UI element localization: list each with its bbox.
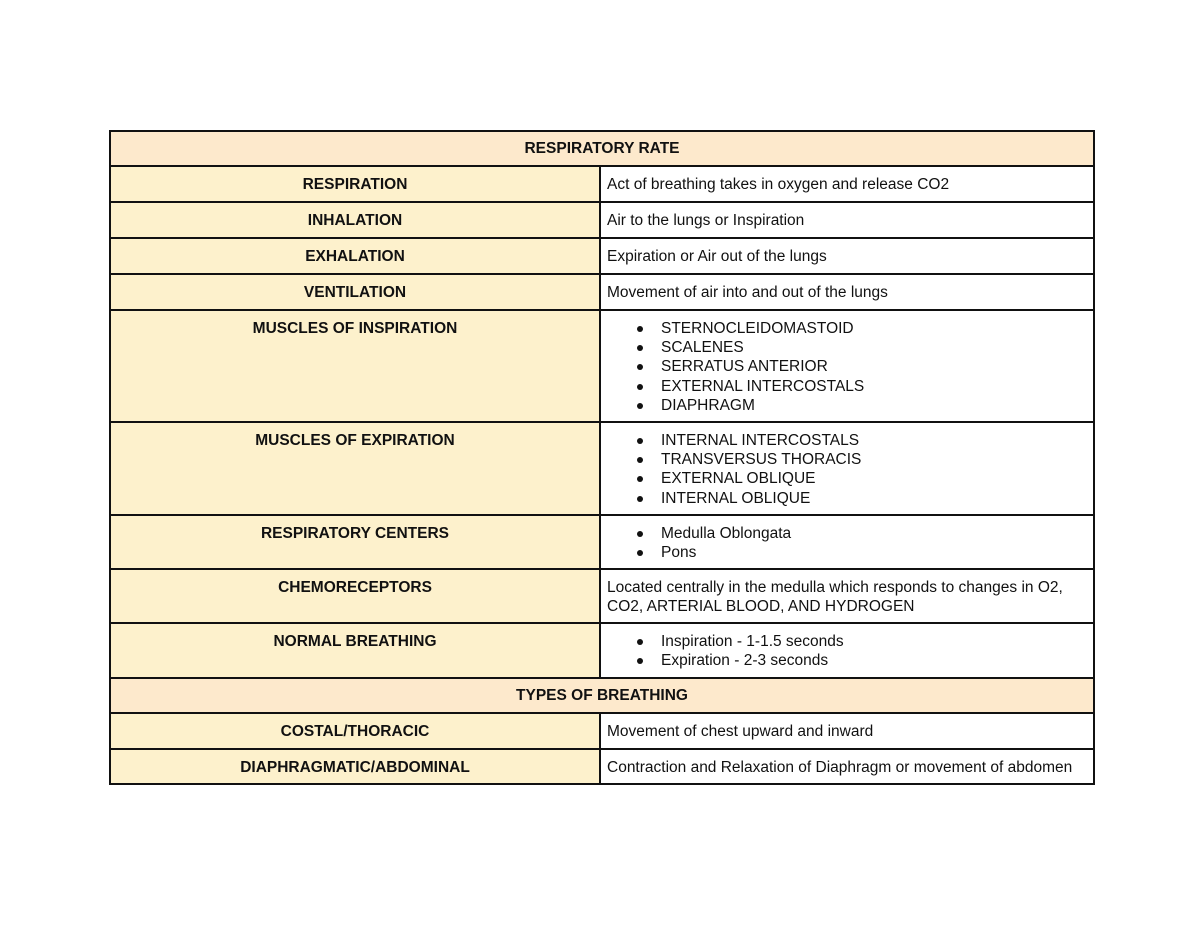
term-cell: MUSCLES OF INSPIRATION <box>110 310 600 422</box>
list-item: INTERNAL OBLIQUE <box>661 489 1083 508</box>
bullet-list <box>607 632 1083 670</box>
section-header-types-of-breathing: TYPES OF BREATHING <box>110 678 1094 713</box>
definition-cell: Located centrally in the medulla which responds to changes in O2, CO2, ARTERIAL BLOOD, AND HYDROGEN <box>600 569 1094 623</box>
list-item: EXTERNAL INTERCOSTALS <box>661 377 1083 396</box>
definition-cell <box>600 515 1094 569</box>
table-row <box>110 238 1094 274</box>
list-item: STERNOCLEIDOMASTOID <box>661 319 1083 338</box>
term-cell: RESPIRATORY CENTERS <box>110 515 600 569</box>
list-item: TRANSVERSUS THORACIS <box>661 450 1083 469</box>
term-cell: VENTILATION <box>110 274 600 310</box>
bullet-list <box>607 319 1083 415</box>
definition-cell <box>600 422 1094 515</box>
list-item: INTERNAL INTERCOSTALS <box>661 431 1083 450</box>
list-item: SERRATUS ANTERIOR <box>661 357 1083 376</box>
section-header-row <box>110 678 1094 713</box>
definition-cell <box>600 310 1094 422</box>
list-item: Medulla Oblongata <box>661 524 1083 543</box>
list-item: Inspiration - 1-1.5 seconds <box>661 632 1083 651</box>
definition-cell: Air to the lungs or Inspiration <box>600 202 1094 238</box>
table-row <box>110 166 1094 202</box>
term-cell: INHALATION <box>110 202 600 238</box>
table-row <box>110 623 1094 677</box>
bullet-list <box>607 431 1083 508</box>
term-cell: COSTAL/THORACIC <box>110 713 600 749</box>
respiratory-table <box>109 130 1095 785</box>
table-row <box>110 274 1094 310</box>
term-cell: RESPIRATION <box>110 166 600 202</box>
term-cell: MUSCLES OF EXPIRATION <box>110 422 600 515</box>
list-item: Pons <box>661 543 1083 562</box>
definition-cell: Contraction and Relaxation of Diaphragm or movement of abdomen <box>600 749 1094 784</box>
term-cell: DIAPHRAGMATIC/ABDOMINAL <box>110 749 600 784</box>
table-row <box>110 713 1094 749</box>
definition-cell: Expiration or Air out of the lungs <box>600 238 1094 274</box>
table-row <box>110 515 1094 569</box>
definition-cell: Act of breathing takes in oxygen and release CO2 <box>600 166 1094 202</box>
table-row <box>110 422 1094 515</box>
table-row <box>110 749 1094 784</box>
definition-cell: Movement of air into and out of the lungs <box>600 274 1094 310</box>
section-header-row <box>110 131 1094 166</box>
term-cell: NORMAL BREATHING <box>110 623 600 677</box>
list-item: DIAPHRAGM <box>661 396 1083 415</box>
definition-cell: Movement of chest upward and inward <box>600 713 1094 749</box>
table-row <box>110 310 1094 422</box>
definition-cell <box>600 623 1094 677</box>
bullet-list <box>607 524 1083 562</box>
term-cell: EXHALATION <box>110 238 600 274</box>
list-item: SCALENES <box>661 338 1083 357</box>
table-row <box>110 202 1094 238</box>
list-item: EXTERNAL OBLIQUE <box>661 469 1083 488</box>
table-row <box>110 569 1094 623</box>
section-header-respiratory-rate: RESPIRATORY RATE <box>110 131 1094 166</box>
term-cell: CHEMORECEPTORS <box>110 569 600 623</box>
list-item: Expiration - 2-3 seconds <box>661 651 1083 670</box>
